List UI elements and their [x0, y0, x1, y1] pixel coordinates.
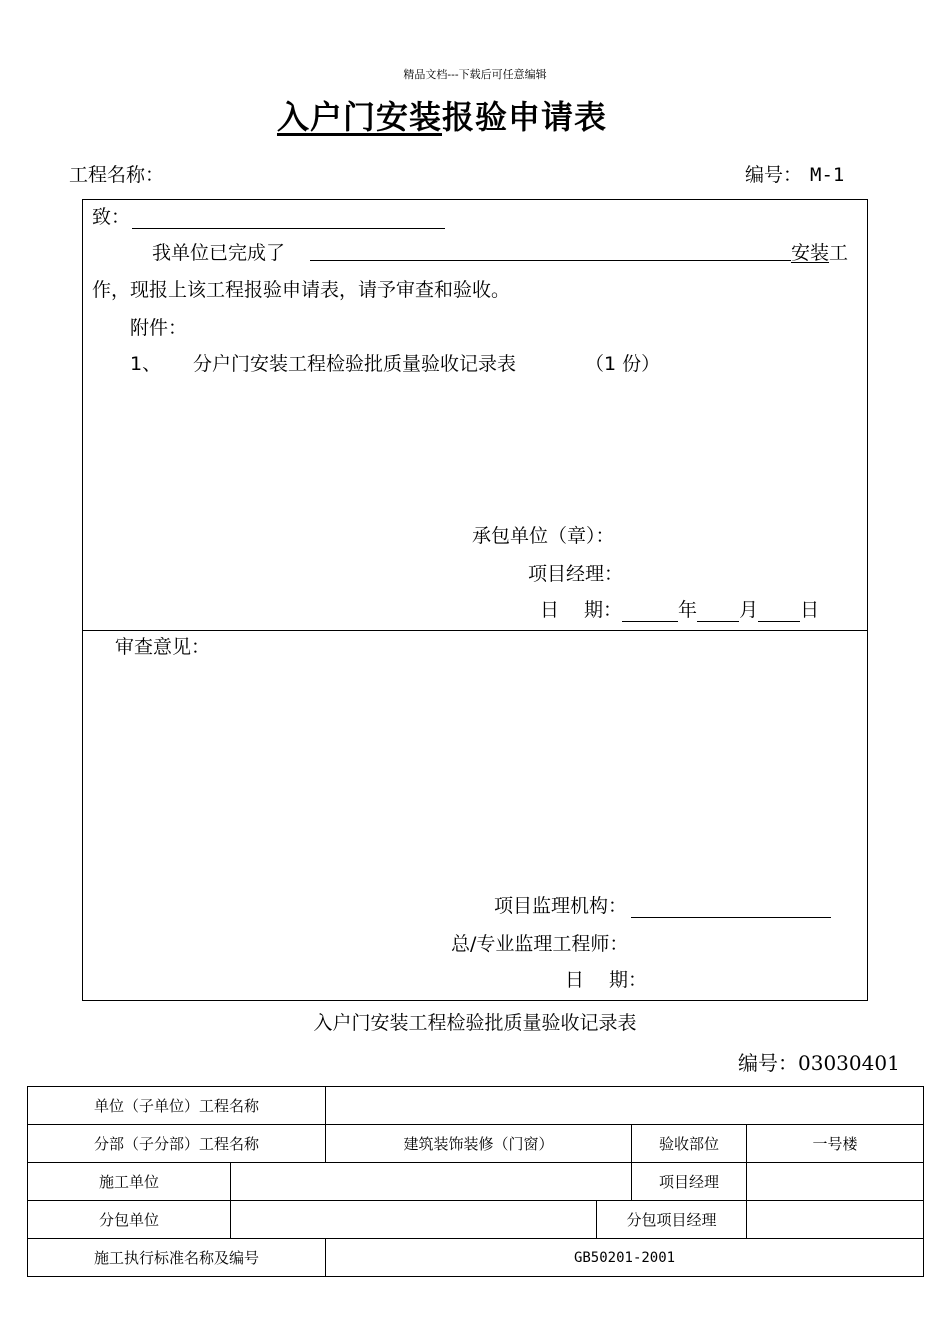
form-code-value: M-1	[810, 164, 845, 186]
attachment-text: 分户门安装工程检验批质量验收记录表	[193, 353, 517, 375]
acceptance-part-label: 验收部位	[632, 1125, 747, 1163]
review-label: 审查意见：	[115, 636, 211, 658]
day-label: 日	[800, 599, 820, 621]
body-line1-end	[791, 238, 848, 265]
record-table	[27, 1086, 924, 1277]
year-label: 年	[678, 599, 698, 621]
form-title-underlined: 入户门安装	[276, 98, 442, 136]
attachment-count: （1 份）	[585, 353, 661, 375]
contractor-label: 承包单位（章）：	[472, 525, 615, 547]
body-line1-tail: 工	[829, 242, 849, 264]
table-row	[28, 1163, 924, 1201]
record-code	[738, 1047, 900, 1076]
body-start: 我单位已完成了	[152, 242, 286, 264]
pm-cell-value	[747, 1163, 924, 1201]
record-code-value: 03030401	[798, 1051, 900, 1075]
month-blank	[697, 601, 739, 622]
table-row	[28, 1201, 924, 1239]
subcontract-pm-label: 分包项目经理	[597, 1201, 747, 1239]
unit-project-label: 单位（子单位）工程名称	[28, 1087, 326, 1125]
chief-engineer-label: 总/专业监理工程师：	[451, 933, 629, 955]
sub-project-label: 分部（子分部）工程名称	[28, 1125, 326, 1163]
date2-label: 日 期：	[565, 969, 648, 991]
body-after-blank: 安装	[791, 242, 830, 264]
project-name-label: 工程名称：	[69, 164, 165, 186]
to-blank	[132, 208, 445, 229]
subcontract-unit-value	[231, 1201, 597, 1239]
subcontract-unit-label: 分包单位	[28, 1201, 231, 1239]
attachment-index: 1、	[130, 353, 162, 375]
form-title-rest: 报验申请表	[442, 98, 608, 136]
day-blank	[758, 601, 800, 622]
form-code	[745, 160, 844, 187]
standard-label: 施工执行标准名称及编号	[28, 1239, 326, 1277]
body-line2: 作，现报上该工程报验申请表，请予审查和验收。	[92, 279, 511, 301]
pm-cell-label: 项目经理	[632, 1163, 747, 1201]
year-blank	[622, 601, 678, 622]
to-label: 致：	[92, 206, 131, 228]
table-row	[28, 1125, 924, 1163]
pm-label: 项目经理：	[528, 563, 624, 585]
record-code-label: 编号：	[738, 1051, 798, 1075]
record-title: 入户门安装工程检验批质量验收记录表	[313, 1012, 637, 1034]
work-blank	[310, 240, 791, 261]
form-code-label: 编号：	[745, 164, 803, 186]
table-row	[28, 1239, 924, 1277]
sub-project-value: 建筑装饰装修（门窗）	[326, 1125, 632, 1163]
subcontract-pm-value	[747, 1201, 924, 1239]
supervision-org-label: 项目监理机构：	[494, 895, 628, 917]
supervision-org-blank	[631, 897, 831, 918]
supervision-org-line	[494, 891, 831, 918]
header-note: 精品文档---下载后可任意编辑	[403, 68, 547, 81]
unit-project-value	[326, 1087, 924, 1125]
form-title	[0, 92, 884, 138]
construction-unit-label: 施工单位	[28, 1163, 231, 1201]
attachment-label: 附件：	[130, 317, 188, 339]
standard-value: GB50201-2001	[326, 1239, 924, 1277]
date-line	[540, 595, 819, 622]
construction-unit-value	[231, 1163, 632, 1201]
month-label: 月	[739, 599, 759, 621]
to-line	[92, 202, 445, 229]
table-row	[28, 1087, 924, 1125]
acceptance-part-value: 一号楼	[747, 1125, 924, 1163]
date-label: 日 期：	[540, 599, 623, 621]
